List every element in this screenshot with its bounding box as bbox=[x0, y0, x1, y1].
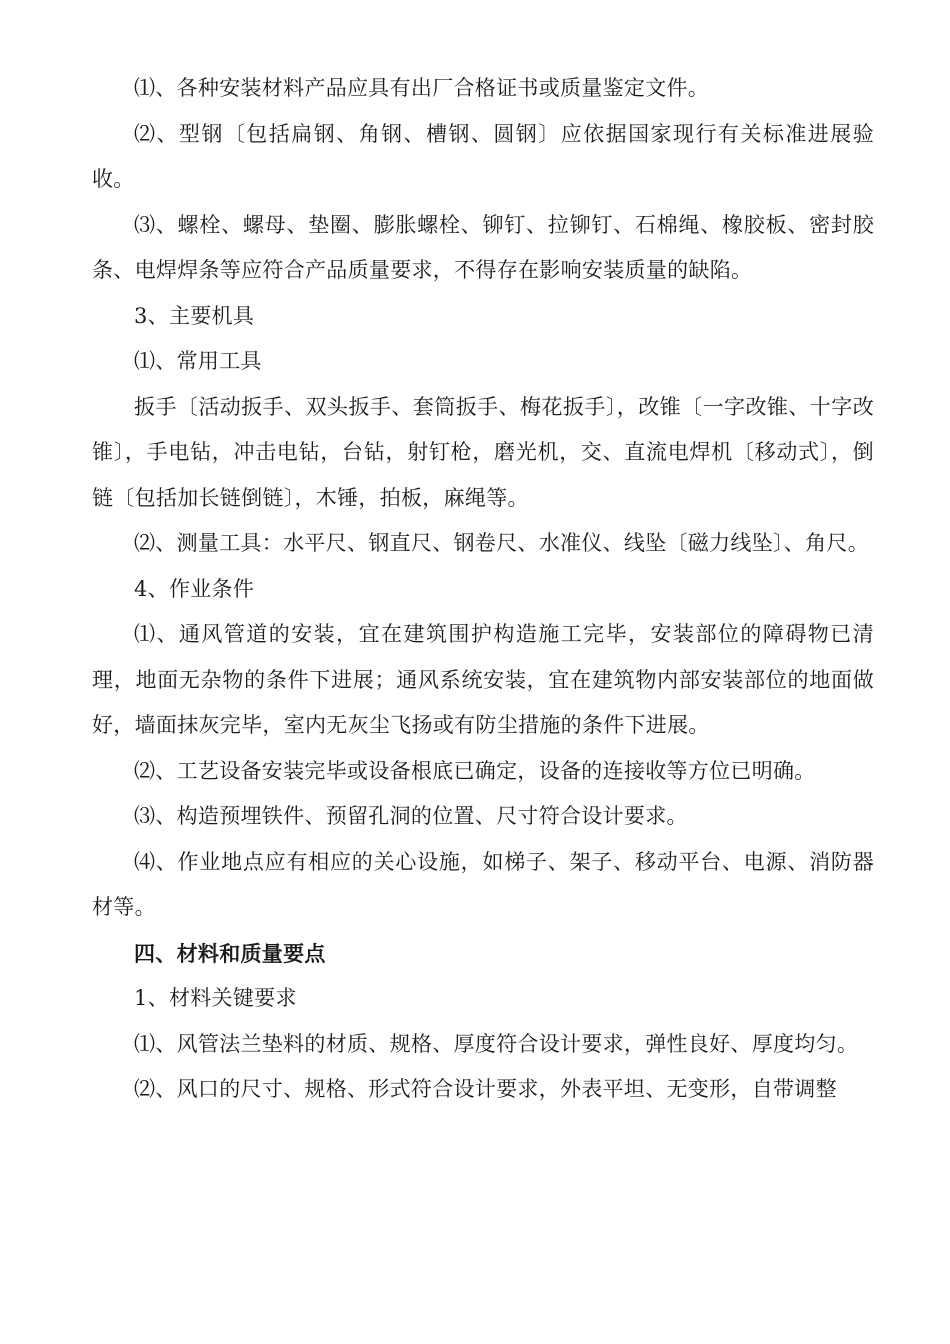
paragraph-flange-gasket: ⑴、风管法兰垫料的材质、规格、厚度符合设计要求，弹性良好、厚度均匀。 bbox=[134, 1031, 859, 1056]
paragraph-duct-installation-conditions: ⑴、通风管道的安装，宜在建筑围护构造施工完毕，安装部位的障碍物已清理，地面无杂物的条件下进展；通风系统安装，宜在建筑物内部安装部位的地面做好，墙面抹灰完毕，室内无灰尘飞扬或有防尘措施的条件下进展。 bbox=[92, 622, 874, 737]
subheading-work-conditions: 4、作业条件 bbox=[134, 576, 255, 601]
paragraph-auxiliary-facilities: ⑷、作业地点应有相应的关心设施，如梯子、架子、移动平台、电源、消防器材等。 bbox=[92, 849, 874, 919]
paragraph-equipment-installed: ⑵、工艺设备安装完毕或设备根底已确定，设备的连接收等方位已明确。 bbox=[134, 758, 816, 783]
paragraph-fasteners: ⑶、螺栓、螺母、垫圈、膨胀螺栓、铆钉、拉铆钉、石棉绳、橡胶板、密封胶条、电焊焊条等应符合产品质量要求，不得存在影响安装质量的缺陷。 bbox=[92, 212, 874, 282]
paragraph-air-outlet: ⑵、风口的尺寸、规格、形式符合设计要求，外表平坦、无变形，自带调整 bbox=[134, 1077, 837, 1101]
subheading-main-tools: 3、主要机具 bbox=[134, 303, 255, 328]
paragraph-measuring-tools: ⑵、测量工具：水平尺、钢直尺、钢卷尺、水准仪、线坠〔磁力线坠〕、角尺。 bbox=[134, 531, 869, 555]
paragraph-common-tools-list: 扳手〔活动扳手、双头扳手、套筒扳手、梅花扳手〕，改锥〔一字改锥、十字改锥〕，手电钻，冲击电钻，台钻，射钉枪，磨光机，交、直流电焊机〔移动式〕，倒链〔包括加长链倒链〕，木锤，拍板，麻绳等。 bbox=[92, 394, 874, 510]
subheading-material-requirements: 1、材料关键要求 bbox=[134, 986, 297, 1010]
paragraph-embedded-parts: ⑶、构造预埋铁件、预留孔洞的位置、尺寸符合设计要求。 bbox=[134, 804, 688, 828]
paragraph-section-steel: ⑵、型钢〔包括扁钢、角钢、槽钢、圆钢〕应依据国家现行有关标准进展验收。 bbox=[92, 121, 874, 191]
document-page bbox=[92, 66, 874, 1113]
paragraph-material-certificate: ⑴、各种安装材料产品应具有出厂合格证书或质量鉴定文件。 bbox=[134, 76, 710, 100]
paragraph-common-tools-title: ⑴、常用工具 bbox=[134, 349, 262, 373]
section-heading-materials-quality: 四、材料和质量要点 bbox=[134, 940, 326, 966]
